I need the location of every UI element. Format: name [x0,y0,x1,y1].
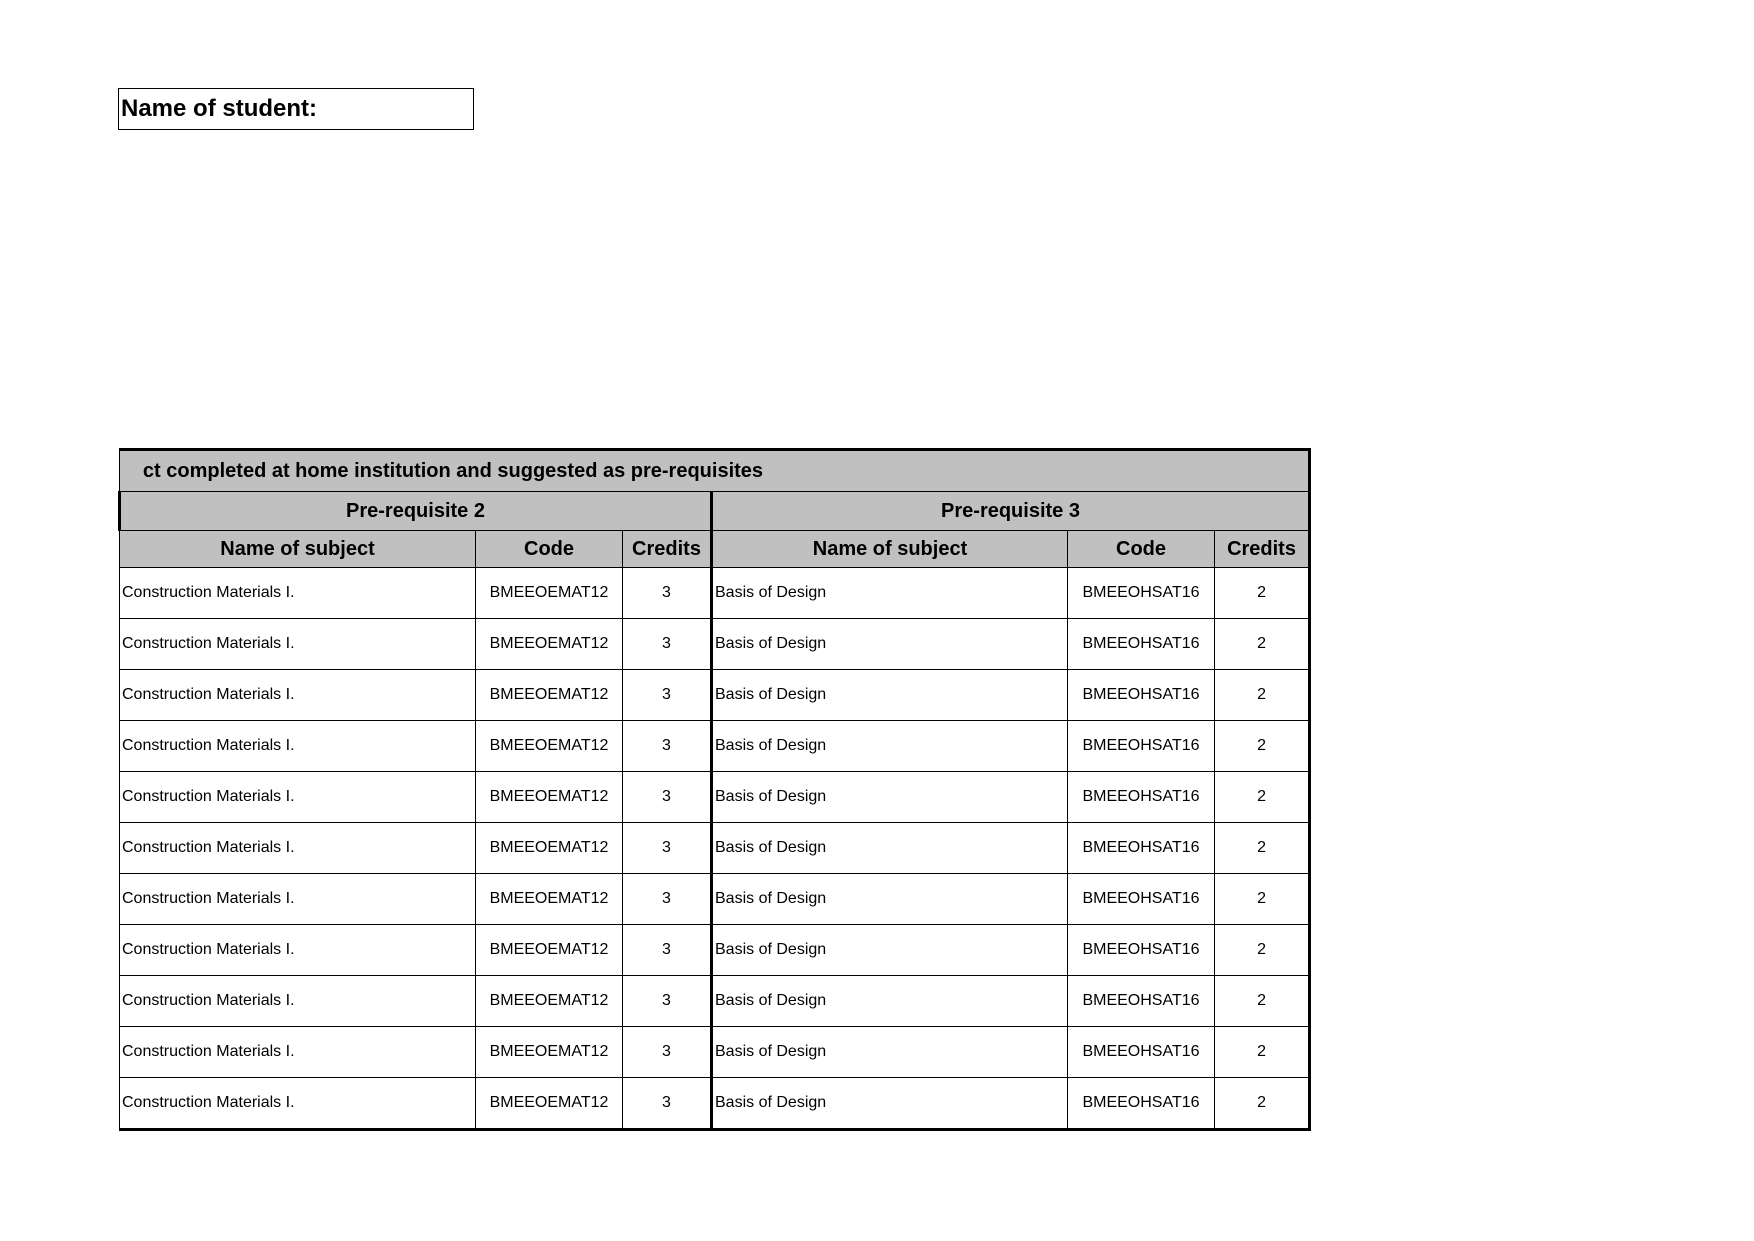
prerequisite-2-subject-cell[interactable]: Construction Materials I. [120,619,476,670]
prerequisite-3-code-cell[interactable]: BMEEOHSAT16 [1068,568,1215,619]
table-row [120,1027,1310,1078]
prerequisite-3-code-cell[interactable]: BMEEOHSAT16 [1068,1027,1215,1078]
prerequisite-2-credits-cell[interactable]: 3 [623,976,712,1027]
prerequisite-3-credits-cell[interactable]: 2 [1215,1078,1310,1130]
student-name-box[interactable] [118,88,474,130]
prerequisite-2-code-cell[interactable]: BMEEOEMAT12 [476,1078,623,1130]
column-header-row [120,531,1310,568]
prerequisite-2-subject-cell[interactable]: Construction Materials I. [120,1078,476,1130]
prerequisite-2-credits-cell[interactable]: 3 [623,568,712,619]
table-banner-title: ct completed at home institution and suggested as pre-requisites [142,460,764,482]
prerequisite-2-credits-cell[interactable]: 3 [623,925,712,976]
prerequisite-2-credits-cell[interactable]: 3 [623,1078,712,1130]
prerequisite-3-subject-cell[interactable]: Basis of Design [712,1078,1068,1130]
prerequisite-2-subject-cell[interactable]: Construction Materials I. [120,568,476,619]
prerequisite-3-credits-cell[interactable]: 2 [1215,1027,1310,1078]
prerequisite-2-credits-cell[interactable]: 3 [623,772,712,823]
table-row [120,925,1310,976]
banner-cell [120,450,1310,492]
table-row [120,619,1310,670]
prerequisite-2-credits-cell[interactable]: 3 [623,619,712,670]
table-row [120,568,1310,619]
column-header-credits: Credits [1215,531,1310,568]
prerequisite-3-credits-cell[interactable]: 2 [1215,874,1310,925]
prerequisite-2-subject-cell[interactable]: Construction Materials I. [120,925,476,976]
prerequisite-2-code-cell[interactable]: BMEEOEMAT12 [476,925,623,976]
prerequisite-3-credits-cell[interactable]: 2 [1215,721,1310,772]
prerequisites-table [118,448,1311,1131]
prerequisite-2-code-cell[interactable]: BMEEOEMAT12 [476,619,623,670]
prerequisite-2-subject-cell[interactable]: Construction Materials I. [120,670,476,721]
prerequisite-2-code-cell[interactable]: BMEEOEMAT12 [476,1027,623,1078]
prerequisite-3-code-cell[interactable]: BMEEOHSAT16 [1068,925,1215,976]
prerequisite-2-subject-cell[interactable]: Construction Materials I. [120,823,476,874]
student-name-label: Name of student: [121,95,318,122]
prerequisite-2-subject-cell[interactable]: Construction Materials I. [120,1027,476,1078]
prerequisite-3-credits-cell[interactable]: 2 [1215,619,1310,670]
prerequisite-3-code-cell[interactable]: BMEEOHSAT16 [1068,619,1215,670]
prerequisites-table-container [118,448,1308,1131]
prerequisite-3-subject-cell[interactable]: Basis of Design [712,874,1068,925]
table-row [120,823,1310,874]
prerequisite-3-credits-cell[interactable]: 2 [1215,568,1310,619]
prerequisite-3-subject-cell[interactable]: Basis of Design [712,670,1068,721]
prerequisite-2-credits-cell[interactable]: 3 [623,823,712,874]
prerequisite-3-credits-cell[interactable]: 2 [1215,976,1310,1027]
table-row [120,874,1310,925]
table-row [120,721,1310,772]
prerequisite-3-subject-cell[interactable]: Basis of Design [712,1027,1068,1078]
prerequisite-3-code-cell[interactable]: BMEEOHSAT16 [1068,976,1215,1027]
prerequisite-3-subject-cell[interactable]: Basis of Design [712,568,1068,619]
column-header-name-of-subject: Name of subject [712,531,1068,568]
prerequisite-2-code-cell[interactable]: BMEEOEMAT12 [476,568,623,619]
prerequisite-3-subject-cell[interactable]: Basis of Design [712,772,1068,823]
prerequisite-3-subject-cell[interactable]: Basis of Design [712,619,1068,670]
prerequisite-2-credits-cell[interactable]: 3 [623,721,712,772]
column-header-name-of-subject: Name of subject [120,531,476,568]
prerequisite-2-credits-cell[interactable]: 3 [623,874,712,925]
column-header-code: Code [476,531,623,568]
table-row [120,976,1310,1027]
prerequisite-2-code-cell[interactable]: BMEEOEMAT12 [476,670,623,721]
prerequisite-3-credits-cell[interactable]: 2 [1215,772,1310,823]
prerequisite-3-subject-cell[interactable]: Basis of Design [712,976,1068,1027]
group-header-prerequisite-2: Pre-requisite 2 [120,492,712,531]
column-header-code: Code [1068,531,1215,568]
prerequisite-3-credits-cell[interactable]: 2 [1215,925,1310,976]
prerequisite-3-code-cell[interactable]: BMEEOHSAT16 [1068,721,1215,772]
group-header-prerequisite-3: Pre-requisite 3 [712,492,1310,531]
prerequisite-2-code-cell[interactable]: BMEEOEMAT12 [476,721,623,772]
prerequisite-3-subject-cell[interactable]: Basis of Design [712,721,1068,772]
banner-row [120,450,1310,492]
prerequisite-3-subject-cell[interactable]: Basis of Design [712,925,1068,976]
prerequisite-2-subject-cell[interactable]: Construction Materials I. [120,721,476,772]
table-row [120,772,1310,823]
table-row [120,1078,1310,1130]
prerequisite-2-code-cell[interactable]: BMEEOEMAT12 [476,976,623,1027]
prerequisite-3-code-cell[interactable]: BMEEOHSAT16 [1068,1078,1215,1130]
group-header-row [120,492,1310,531]
prerequisite-3-credits-cell[interactable]: 2 [1215,670,1310,721]
prerequisite-3-code-cell[interactable]: BMEEOHSAT16 [1068,772,1215,823]
prerequisite-2-credits-cell[interactable]: 3 [623,1027,712,1078]
table-row [120,670,1310,721]
prerequisite-2-subject-cell[interactable]: Construction Materials I. [120,976,476,1027]
prerequisite-3-code-cell[interactable]: BMEEOHSAT16 [1068,874,1215,925]
prerequisite-2-subject-cell[interactable]: Construction Materials I. [120,874,476,925]
prerequisite-2-subject-cell[interactable]: Construction Materials I. [120,772,476,823]
prerequisite-3-code-cell[interactable]: BMEEOHSAT16 [1068,670,1215,721]
prerequisite-2-code-cell[interactable]: BMEEOEMAT12 [476,772,623,823]
prerequisite-2-code-cell[interactable]: BMEEOEMAT12 [476,874,623,925]
prerequisite-2-code-cell[interactable]: BMEEOEMAT12 [476,823,623,874]
prerequisite-3-subject-cell[interactable]: Basis of Design [712,823,1068,874]
prerequisite-3-code-cell[interactable]: BMEEOHSAT16 [1068,823,1215,874]
column-header-credits: Credits [623,531,712,568]
prerequisite-2-credits-cell[interactable]: 3 [623,670,712,721]
prerequisite-3-credits-cell[interactable]: 2 [1215,823,1310,874]
